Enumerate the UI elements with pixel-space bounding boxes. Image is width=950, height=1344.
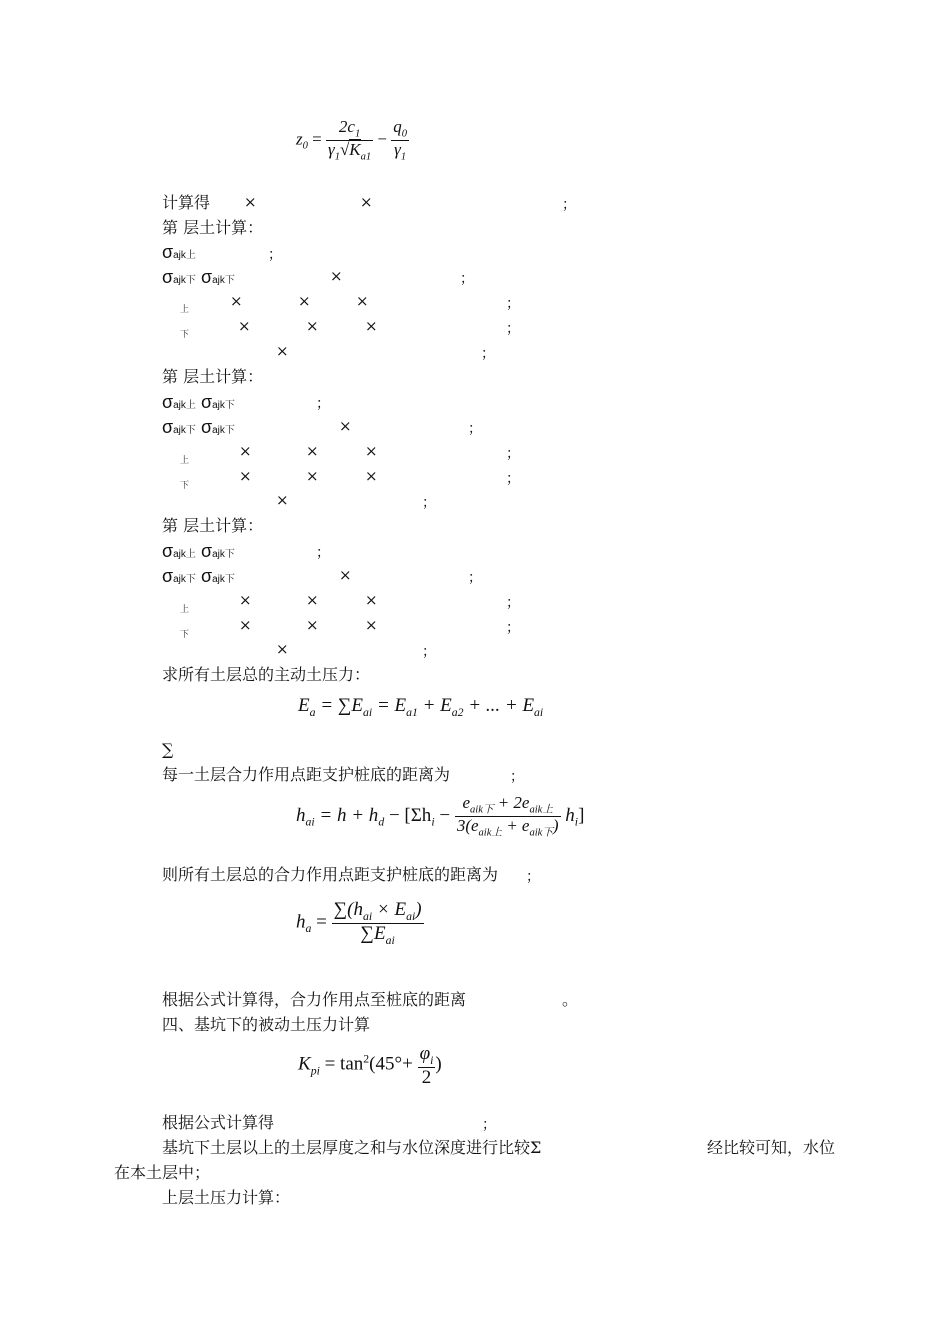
times-sign: × bbox=[276, 640, 289, 658]
sigma-line: σajk下 σajk下 bbox=[162, 267, 235, 287]
times-sign: × bbox=[306, 317, 319, 335]
up-marker: 上 bbox=[180, 605, 190, 615]
semicolon: ； bbox=[268, 247, 282, 263]
times-sign: × bbox=[365, 317, 378, 335]
times-sign: × bbox=[239, 442, 252, 460]
semicolon: ； bbox=[506, 446, 520, 462]
times-sign: × bbox=[244, 193, 257, 211]
sigma-line: σajk上 bbox=[162, 242, 196, 262]
times-sign: × bbox=[330, 267, 343, 285]
formula-z0: $z_0$ = $\frac{2c_1}{\gamma_1√K_{a1}}$ − $\frac{q_0}{\gamma_1}$ bbox=[296, 117, 408, 163]
each-layer-text: 每一土层合力作用点距支护桩底的距离为 bbox=[162, 765, 451, 784]
all-layers-text: 则所有土层总的合力作用点距支护桩底的距离为 bbox=[162, 865, 499, 884]
sigma-line: σajk上 σajk下 bbox=[162, 541, 235, 561]
sigma-line: σajk上 σajk下 bbox=[162, 392, 235, 412]
semicolon: ； bbox=[316, 396, 330, 412]
layer-calc-heading: 第 层土计算： bbox=[162, 218, 264, 237]
times-sign: × bbox=[360, 193, 373, 211]
formula-ea: $E_a = \sum E_{ai} = E_{a1} + E_{a2}$ + ... + $E_{ai}$ bbox=[298, 695, 544, 719]
sigma-sum-symbol: ∑ bbox=[162, 740, 174, 759]
period: 。 bbox=[562, 990, 579, 1009]
down-marker: 下 bbox=[180, 330, 190, 340]
semicolon: ； bbox=[422, 644, 436, 660]
times-sign: × bbox=[365, 591, 378, 609]
semicolon: ； bbox=[460, 271, 474, 287]
formula-hai: $h_{ai} = h + h_d - [\Sigma h_i$ − $\frac{e_{aik下} + 2e_{aik上}}{3(e_{aik上} + e_{aik下})}$ $h_i$] bbox=[296, 793, 585, 839]
times-sign: × bbox=[276, 342, 289, 360]
times-sign: × bbox=[298, 292, 311, 310]
semicolon: ； bbox=[506, 321, 520, 337]
semicolon: ； bbox=[468, 570, 482, 586]
times-sign: × bbox=[239, 467, 252, 485]
layer-calc-heading: 第 层土计算： bbox=[162, 516, 264, 535]
semicolon: ； bbox=[422, 495, 436, 511]
result-distance-text: 根据公式计算得，合力作用点至桩底的距离 bbox=[162, 990, 467, 1009]
compare-tail-text: 经比较可知，水位 bbox=[707, 1138, 836, 1157]
semicolon: ； bbox=[481, 346, 495, 362]
semicolon: ； bbox=[506, 620, 520, 636]
calc-result-label: 计算得 bbox=[162, 193, 211, 212]
semicolon: ； bbox=[506, 296, 520, 312]
total-active-heading: 求所有土层总的主动土压力： bbox=[162, 665, 371, 684]
per-formula-text: 根据公式计算得 bbox=[162, 1113, 275, 1132]
compare-text: 基坑下土层以上的土层厚度之和与水位深度进行比较Σ bbox=[162, 1138, 542, 1157]
times-sign: × bbox=[276, 491, 289, 509]
upper-calc-heading: 上层土压力计算： bbox=[162, 1188, 291, 1207]
times-sign: × bbox=[365, 467, 378, 485]
layer-calc-heading: 第 层土计算： bbox=[162, 367, 264, 386]
times-sign: × bbox=[365, 616, 378, 634]
times-sign: × bbox=[306, 591, 319, 609]
times-sign: × bbox=[356, 292, 369, 310]
semicolon: ； bbox=[316, 545, 330, 561]
semicolon: ； bbox=[468, 421, 482, 437]
semicolon: ； bbox=[510, 769, 524, 785]
up-marker: 上 bbox=[180, 456, 190, 466]
times-sign: × bbox=[230, 292, 243, 310]
times-sign: × bbox=[239, 591, 252, 609]
times-sign: × bbox=[239, 616, 252, 634]
section-heading: 四、基坑下的被动土压力计算 bbox=[162, 1015, 371, 1034]
times-sign: × bbox=[306, 442, 319, 460]
times-sign: × bbox=[238, 317, 251, 335]
semicolon: ； bbox=[526, 869, 540, 885]
compare-line2: 在本土层中； bbox=[114, 1163, 211, 1182]
times-sign: × bbox=[339, 566, 352, 584]
sigma-line: σajk下 σajk下 bbox=[162, 417, 235, 437]
times-sign: × bbox=[306, 467, 319, 485]
sigma-line: σajk下 σajk下 bbox=[162, 566, 235, 586]
down-marker: 下 bbox=[180, 630, 190, 640]
formula-kp: $K_{pi} = \tan^2(45^\circ+$ $\frac{\varphi_i}{2}$ ) bbox=[298, 1043, 442, 1088]
semicolon: ； bbox=[506, 595, 520, 611]
times-sign: × bbox=[365, 442, 378, 460]
down-marker: 下 bbox=[180, 481, 190, 491]
up-marker: 上 bbox=[180, 305, 190, 315]
formula-ha: $h_a$ = $\frac{\sum(h_{ai} \times E_{ai})}{\sum E_{ai}}$ bbox=[296, 899, 422, 947]
times-sign: × bbox=[339, 417, 352, 435]
semicolon: ； bbox=[562, 197, 576, 213]
semicolon: ； bbox=[506, 471, 520, 487]
semicolon: ； bbox=[482, 1117, 496, 1133]
times-sign: × bbox=[306, 616, 319, 634]
